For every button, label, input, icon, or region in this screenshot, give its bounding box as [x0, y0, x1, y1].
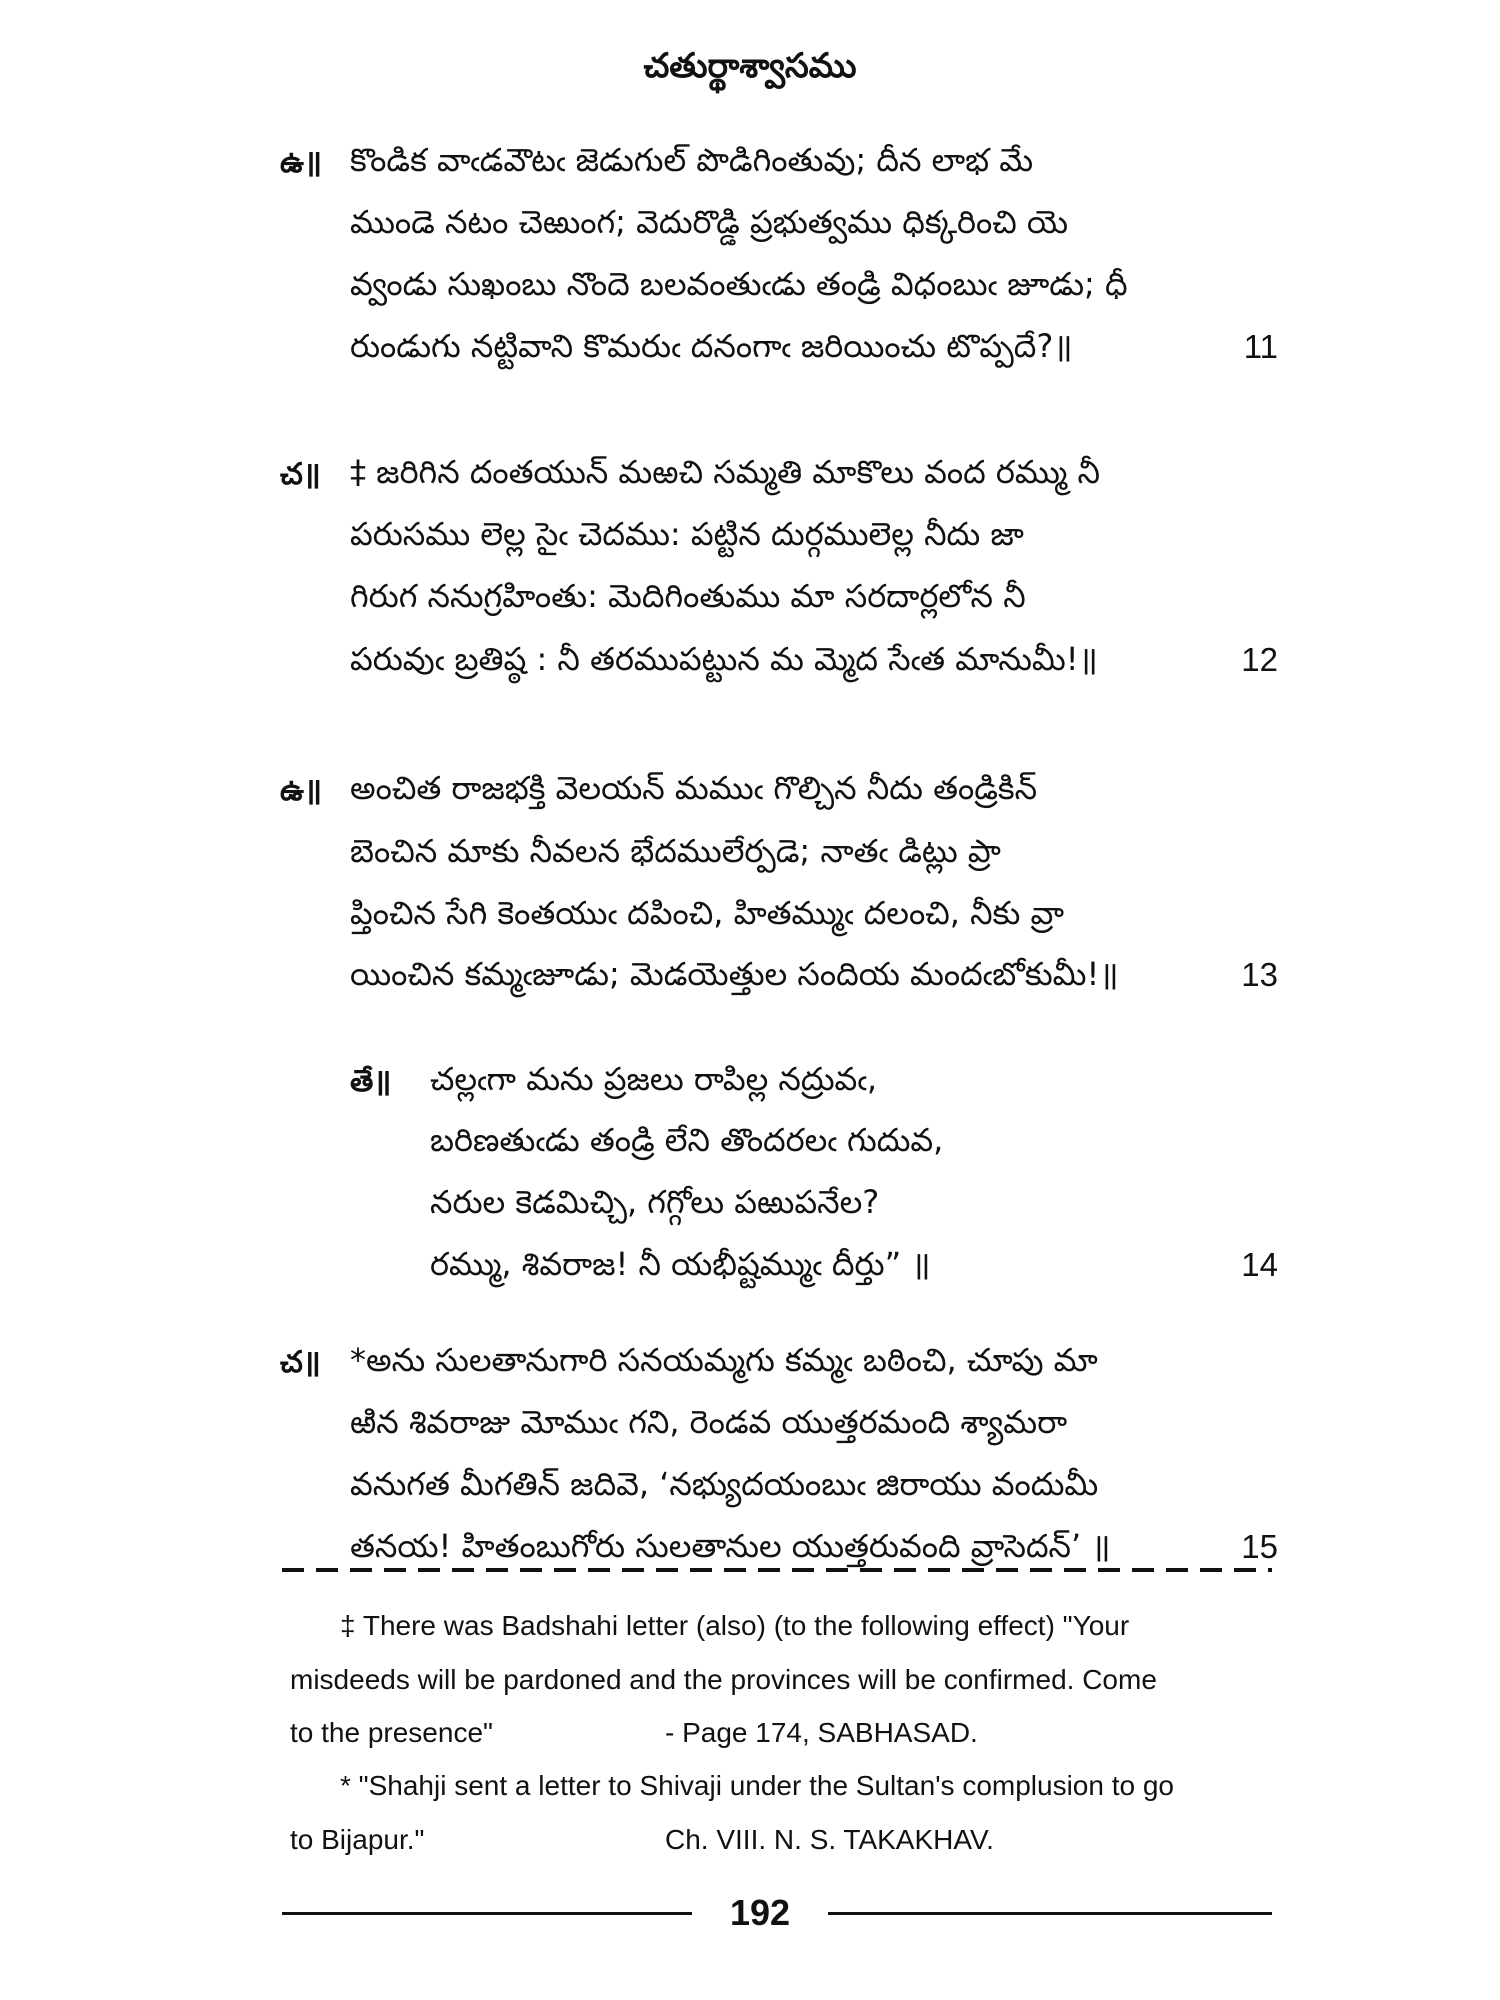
verse-line: అంచిత రాజభక్తి వెలయన్ మముఁ గొల్చిన నీదు తండ్రికిన్ [350, 769, 1038, 807]
verse-meter: ఉ॥ [280, 773, 322, 808]
footnote-line: to the presence" [290, 1717, 493, 1748]
verse-line: యించిన కమ్మఁజూడు; మెడయెత్తుల సందియ మందఁబోకుమీ!॥ [350, 955, 1119, 993]
verse-line: వనుగత మీగతిన్ జదివె, ‘నభ్యుదయంబుఁ జిరాయు వందుమీ [350, 1465, 1099, 1503]
verse-line: చల్లఁగా మను ప్రజలు రాపిల్ల నద్రువఁ, [430, 1060, 878, 1098]
verse-number: 12 [1241, 641, 1278, 678]
verse-line: బెంచిన మాకు నీవలన భేదములేర్పడె; నాతఁ డిట్లు ప్రా [350, 832, 1001, 870]
verse-meter: చ॥ [280, 1345, 321, 1380]
verse-meter: చ॥ [280, 457, 321, 492]
verse-meter: ఉ॥ [280, 145, 322, 180]
page-number: 192 [729, 1892, 791, 1933]
verse-number: 15 [1241, 1528, 1278, 1565]
verse-line: ముండె నటం చెఱుంగ; వెదురొడ్డి ప్రభుత్వము ధిక్కరించి యె [350, 203, 1069, 241]
verse-number: 14 [1241, 1246, 1278, 1283]
verse-line: రుండుగు నట్టివాని కొమరుఁ దనంగాఁ జరియించు టొప్పదే?॥ [350, 327, 1073, 365]
footnote-line: to Bijapur." [290, 1824, 425, 1855]
footnote-line: misdeeds will be pardoned and the provinces will be confirmed. Come [290, 1664, 1157, 1695]
verse-meter: తే॥ [350, 1064, 392, 1099]
footnote-citation: - Page 174, SABHASAD. [665, 1717, 978, 1748]
verse-line: ‡ జరిగిన దంతయున్ మఱచి సమ్మతి మాకొలు వంద రమ్ము నీ [350, 453, 1100, 491]
footnote-line: * "Shahji sent a letter to Shivaji under the Sultan's complusion to go [340, 1770, 1174, 1801]
verse-line: ఱిన శివరాజు మోముఁ గని, రెండవ యుత్తరమంది శ్యామరా [350, 1403, 1068, 1441]
verse-line: నరుల కెడమిచ్చి, గగ్గోలు పఱుపనేల? [430, 1183, 880, 1221]
verse-line: కొండిక వాఁడవౌటఁ జెడుగుల్ పొడిగింతువు; దీన లాభ మే [350, 141, 1034, 179]
verse-line: రమ్ము, శివరాజ! నీ యభీష్టమ్ముఁ దీర్తు” ॥ [430, 1245, 931, 1283]
footnote-line: ‡ There was Badshahi letter (also) (to the following effect) "Your [340, 1610, 1130, 1641]
page-number-rule-left [282, 1912, 692, 1915]
footnote-separator [282, 1568, 1272, 1572]
verse-line: వ్వండు సుఖంబు నొందె బలవంతుఁడు తండ్రి విధంబుఁ జూడు; ధీ [350, 265, 1128, 303]
verse-line: పరువుఁ బ్రతిష్ఠ : నీ తరముపట్టున మ మ్మెద సేఁత మానుమీ!॥ [350, 640, 1098, 678]
footnote-citation: Ch. VIII. N. S. TAKAKHAV. [665, 1824, 994, 1855]
verse-line: గిరుగ ననుగ్రహింతు: మెదిగింతుము మా సరదార్లలోన నీ [350, 577, 1026, 615]
verse-line: *అను సులతానుగారి సనయమ్మగు కమ్మఁ బఠించి, చూపు మా [350, 1341, 1098, 1379]
page-number-rule-right [828, 1912, 1272, 1915]
verse-number: 13 [1241, 956, 1278, 993]
verse-line: బరిణతుఁడు తండ్రి లేని తొందరలఁ గుదువ, [430, 1121, 944, 1159]
verse-line: తనయ! హితంబుగోరు సులతానుల యుత్తరువంది వ్రాసెదన్’ ॥ [350, 1527, 1111, 1565]
verse-line: ప్తించిన సేగి కెంతయుఁ దపించి, హితమ్ముఁ దలంచి, నీకు వ్రా [350, 894, 1065, 932]
verse-line: పరుసము లెల్ల సైఁ చెదము: పట్టిన దుర్గములెల్ల నీదు జా [350, 515, 1024, 553]
verse-number: 11 [1243, 328, 1278, 365]
chapter-heading: చతుర్థాశ్వాసము [643, 46, 857, 86]
